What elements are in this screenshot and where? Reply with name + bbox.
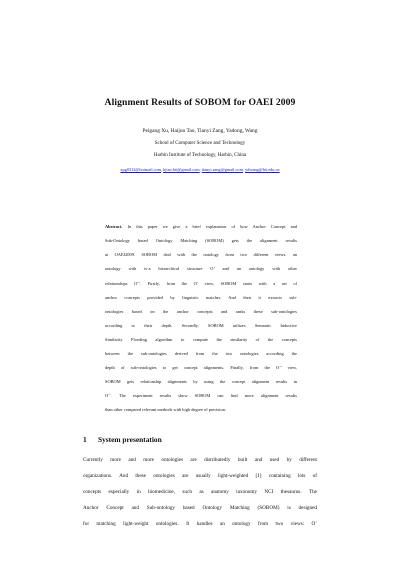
email-link[interactable]: ydwang@hit.edu.cn — [245, 167, 280, 172]
email-link[interactable]: tianyi.zang@gmail.com — [201, 167, 243, 172]
abstract-line: Sub-Ontology based Ontology Matching (SOBOM) gets the alignment results — [105, 238, 297, 243]
body-line: Currently more and more ontologies are distributedly built and used by different — [83, 457, 317, 463]
abstract-line: anchor concepts provided by linguistic matcher. And then it extracts sub- — [105, 295, 297, 300]
abstract-line: at OAEI2009. SOBOM deal with the ontology from two different views: an — [105, 252, 297, 257]
body-line: Anchor Concept and Sub-ontology based Ontology Matching (SOBOM) is designed — [83, 505, 317, 511]
email-link[interactable]: hjtao.hit@gmail.com — [163, 167, 200, 172]
section-heading — [83, 435, 162, 444]
body-line: for matching light-weight ontologies. It handles an ontology from two views: O’ — [83, 521, 317, 527]
email-link[interactable]: xpg0312@hotmail.com — [120, 167, 161, 172]
abstract-line: ontology with is-a hierarchical structure O’ and an ontology with other — [105, 266, 297, 271]
body-line: concepts especially in biomedicine, such as anatomy taxonomy NCI thesaurus. The — [83, 489, 317, 495]
author-emails: xpg0312@hotmail.com, hjtao.hit@gmail.com, tianyi.zang@gmail.com, ydwang@hit.edu.cn — [120, 167, 280, 172]
abstract-line: than other compared relevant methods with high degree of precision. — [105, 407, 226, 412]
section-title: System presentation — [98, 435, 162, 444]
paper-title: Alignment Results of SOBOM for OAEI 2009 — [104, 97, 296, 108]
abstract-line: Similarity Flooding algorithm to compute the similarity of the concepts — [105, 337, 297, 342]
abstract-line: depth of sub-ontologies to get concept alignments. Finally, from the O’’ view, — [105, 365, 297, 370]
affiliation-school: School of Computer Science and Technology — [154, 141, 246, 146]
abstract-line: O’’. The experiment results show SOBOM can find more alignment results — [105, 393, 297, 398]
affiliation-institute: Harbin Institute of Technology, Harbin, China — [153, 153, 247, 158]
abstract-line: Abstract. In this paper we give a brief explanation of how Anchor Concept and — [105, 224, 297, 229]
abstract-line: between the sub-ontologies derived from the two ontologies according the — [105, 351, 297, 356]
abstract-label: Abstract. — [105, 224, 123, 229]
abstract-line: according to their depth. Secondly, SOBOM utilizes Semantic Inductive — [105, 323, 297, 328]
author-list: Peigang Xu, Haijun Tao, Tianyi Zang, Yadong, Wang — [142, 128, 258, 134]
abstract-line: relationships O’’. Firstly, from the O’ view, SOBOM starts with a set of — [105, 281, 297, 286]
body-line: organizations. And these ontologies are usually light-weighted [1] containing lots of — [83, 473, 317, 479]
section-number: 1 — [83, 435, 87, 444]
abstract-line: SOBOM gets relationship alignments by using the concept alignment results in — [105, 379, 297, 384]
abstract-line: ontologies based on the anchor concepts and ranks these sub-ontologies — [105, 309, 297, 314]
